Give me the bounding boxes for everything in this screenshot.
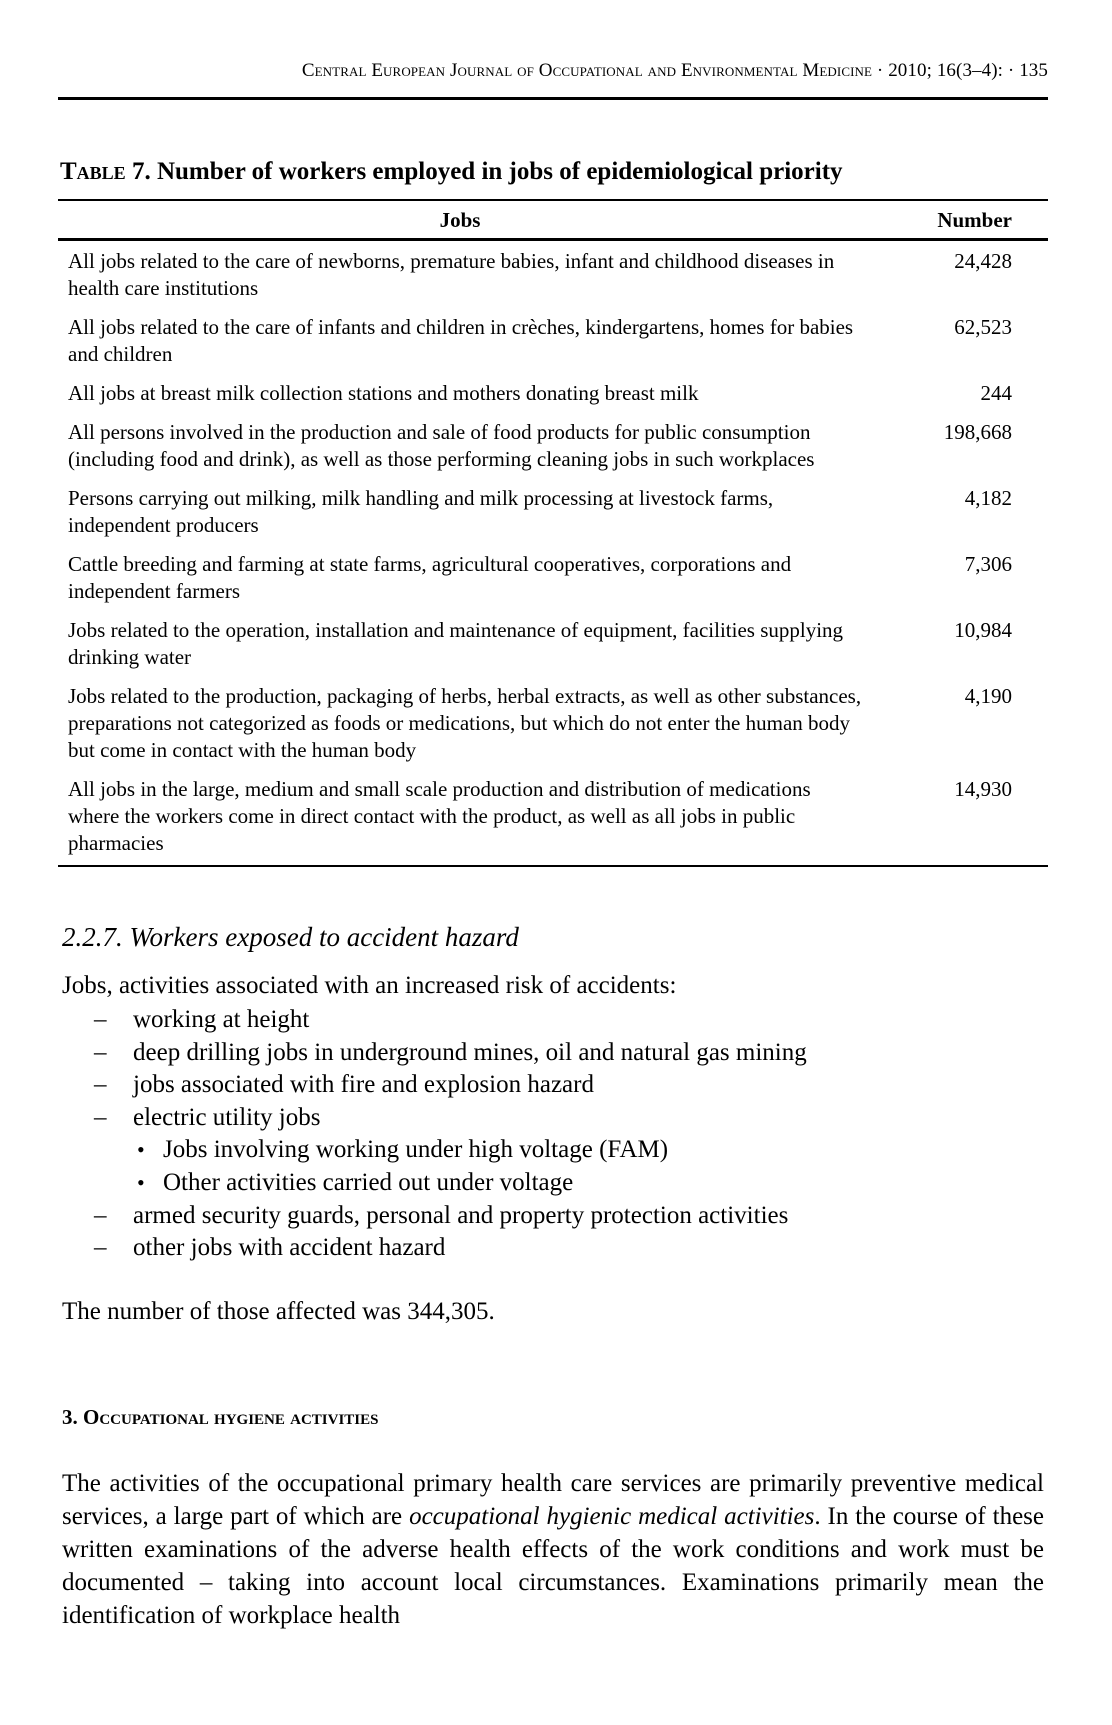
dash-marker: –	[94, 1234, 107, 1262]
table-row	[58, 611, 1048, 677]
table-row	[58, 545, 1048, 611]
dash-marker: –	[94, 1038, 107, 1066]
number-cell: 4,190	[964, 684, 1012, 708]
job-cell: All jobs related to the care of infants and children in crèches, kindergartens, homes for babies and children	[68, 315, 854, 366]
dash-marker: –	[94, 1201, 107, 1229]
list-item: – deep drilling jobs in underground mines, oil and natural gas mining	[58, 1037, 807, 1070]
sub-list-item: • Jobs involving working under high voltage (FAM)	[133, 1134, 807, 1167]
dash-marker: –	[94, 1006, 107, 1033]
sub-list	[133, 1134, 807, 1199]
running-header	[58, 60, 1048, 82]
list-item: – working at height	[58, 1004, 807, 1037]
table-row	[58, 479, 1048, 545]
citation: · 2010; 16(3–4): · 135	[876, 60, 1048, 81]
number-cell: 244	[980, 381, 1012, 405]
list-item: – other jobs with accident hazard	[58, 1232, 807, 1265]
table-row	[58, 240, 1048, 309]
table-title: Number of workers employed in jobs of epidemiological priority	[156, 158, 843, 185]
number-cell: 24,428	[954, 249, 1012, 273]
job-cell: Jobs related to the operation, installation and maintenance of equipment, facilities supplying drinking water	[68, 618, 844, 669]
bullet-icon: •	[137, 1137, 145, 1163]
table-row	[58, 374, 1048, 413]
table-label: Table 7.	[60, 158, 151, 185]
subsection-heading: 2.2.7. Workers exposed to accident hazard	[62, 922, 519, 952]
journal-name: Central European Journal of Occupational and Environmental Medicine	[301, 60, 873, 81]
job-cell: All jobs related to the care of newborns, premature babies, infant and childhood diseases in health care institutions	[68, 249, 835, 300]
bullet-icon: •	[137, 1169, 145, 1195]
number-cell: 4,182	[964, 486, 1012, 510]
job-cell: Persons carrying out milking, milk handling and milk processing at livestock farms, independent producers	[68, 486, 774, 537]
intro-text: Jobs, activities associated with an increased risk of accidents:	[62, 972, 677, 999]
italic-term: occupational hygienic medical activities	[409, 1503, 815, 1530]
job-cell: Jobs related to the production, packaging of herbs, herbal extracts, as well as other substances, preparations not categorized as foods or medications, but which do not enter the human body but come in contact with the human body	[68, 684, 862, 762]
number-cell: 62,523	[954, 315, 1012, 339]
section-heading: 3. Occupational hygiene activities	[62, 1405, 379, 1429]
hazard-list	[58, 1004, 807, 1265]
affected-count-text: The number of those affected was 344,305.	[62, 1298, 495, 1325]
dash-marker: –	[94, 1071, 107, 1099]
table-row	[58, 413, 1048, 479]
sub-list-item: • Other activities carried out under voltage	[133, 1167, 807, 1200]
list-item: – jobs associated with fire and explosion hazard	[58, 1069, 807, 1102]
job-cell: Cattle breeding and farming at state farms, agricultural cooperatives, corporations and independent farmers	[68, 552, 792, 603]
job-cell: All jobs at breast milk collection stations and mothers donating breast milk	[68, 381, 699, 405]
number-cell: 7,306	[964, 552, 1012, 576]
dash-marker: –	[94, 1103, 107, 1131]
column-header-number: Number	[862, 200, 1048, 240]
job-cell: All persons involved in the production and sale of food products for public consumption (including food and drink), as well as those performing cleaning jobs in such workplaces	[68, 420, 815, 471]
column-header-jobs: Jobs	[58, 200, 862, 240]
list-item: – armed security guards, personal and property protection activities	[58, 1200, 807, 1233]
table-header-row	[58, 200, 1048, 240]
list-item: – electric utility jobs • Jobs involving working under high voltage (FAM) • Other activities carried out under voltage	[58, 1102, 807, 1200]
number-cell: 10,984	[954, 618, 1012, 642]
table-caption	[60, 158, 843, 186]
number-cell: 14,930	[862, 770, 1048, 866]
number-cell: 198,668	[943, 420, 1012, 444]
body-paragraph: The activities of the occupational primary health care services are primarily preventive medical services, a large part of which are occupational hygienic medical activities. In the course of these written examinations of the adverse health effects of the work conditions and work must be documented – taking into account local circumstances. Examinations primarily mean the identification of workplace health	[62, 1470, 1044, 1629]
job-cell: All jobs in the large, medium and small scale production and distribution of medications where the workers come in direct contact with the product, as well as all jobs in public pharmacies	[58, 770, 862, 866]
header-rule	[58, 97, 1048, 100]
workers-table	[58, 199, 1048, 867]
table-row	[58, 770, 1048, 866]
table-row	[58, 677, 1048, 770]
table-row	[58, 308, 1048, 374]
